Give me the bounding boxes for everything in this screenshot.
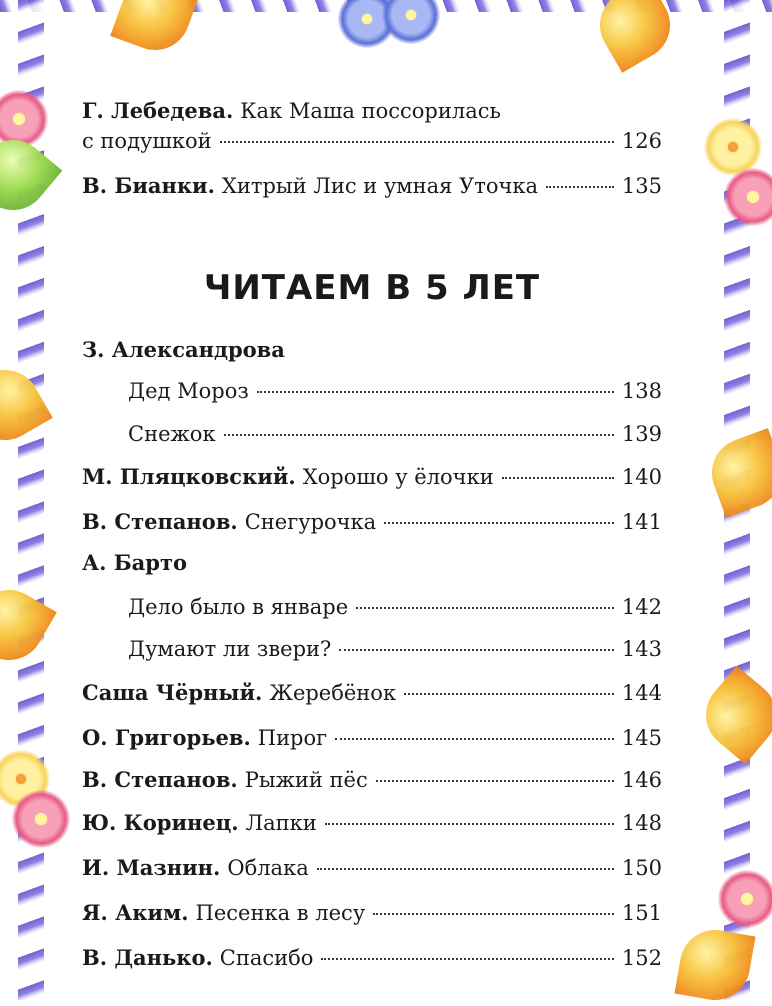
page-number: 126 [621, 129, 662, 153]
page-number: 151 [621, 901, 662, 925]
story-title: Пирог [257, 726, 328, 750]
dot-leader [376, 780, 614, 782]
page-number: 139 [621, 422, 662, 446]
dot-leader [546, 186, 614, 188]
dot-leader [384, 522, 614, 524]
story-title: с подушкой [82, 129, 212, 153]
story-title: Думают ли звери? [128, 637, 332, 661]
dot-leader [321, 958, 614, 960]
toc-entry-continuation[interactable] [82, 128, 662, 154]
story-title: Хорошо у ёлочки [302, 465, 494, 489]
story-title: Дед Мороз [128, 379, 249, 403]
dot-leader [325, 823, 614, 825]
section-heading: ЧИТАЕМ В 5 ЛЕТ [203, 268, 541, 308]
dot-leader [502, 477, 614, 479]
page-number: 142 [621, 595, 662, 619]
flower-decoration [382, 0, 440, 44]
toc-entry[interactable] [128, 421, 662, 447]
story-title: Спасибо [219, 946, 314, 970]
story-title: Песенка в лесу [195, 901, 366, 925]
leaf-decoration [692, 666, 772, 765]
author-name: В. Бианки. [82, 173, 215, 198]
dot-leader [356, 607, 614, 609]
dot-leader [224, 434, 614, 436]
dot-leader [317, 868, 614, 870]
page-number: 148 [621, 811, 662, 835]
toc-entry[interactable] [82, 855, 662, 881]
page-number: 141 [621, 510, 662, 534]
author-name: Саша Чёрный. [82, 680, 263, 705]
story-title: Снегурочка [244, 510, 377, 534]
page-number: 146 [621, 768, 662, 792]
toc-entry[interactable] [82, 725, 662, 751]
story-title: Как Маша поссорилась [240, 99, 501, 123]
toc-entry[interactable] [82, 900, 662, 926]
page-number: 144 [621, 681, 662, 705]
toc-entry[interactable] [82, 945, 662, 971]
story-title: Облака [227, 856, 309, 880]
page-number: 138 [621, 379, 662, 403]
page-number: 152 [621, 946, 662, 970]
toc-entry[interactable] [128, 594, 662, 620]
story-title: Снежок [128, 422, 216, 446]
dot-leader [220, 141, 614, 143]
toc-entry[interactable] [82, 509, 662, 535]
author-name: З. Александрова [82, 337, 285, 362]
dot-leader [335, 738, 614, 740]
flower-decoration [12, 790, 70, 848]
author-name: А. Барто [82, 550, 187, 575]
story-title: Рыжий пёс [244, 768, 368, 792]
page-number: 140 [621, 465, 662, 489]
toc-entry[interactable] [82, 810, 662, 836]
page-number: 143 [621, 637, 662, 661]
toc-entry[interactable] [82, 173, 662, 199]
story-title: Лапки [245, 811, 317, 835]
dot-leader [339, 649, 614, 651]
author-name: М. Пляцковский. [82, 464, 296, 489]
author-name: Г. Лебедева. [82, 98, 234, 123]
story-title: Дело было в январе [128, 595, 349, 619]
page-number: 150 [621, 856, 662, 880]
leaf-decoration [110, 0, 200, 60]
toc-entry[interactable] [128, 636, 662, 662]
author-name: В. Степанов. [82, 509, 238, 534]
dot-leader [404, 693, 614, 695]
toc-entry[interactable] [82, 767, 662, 793]
toc-entry[interactable] [82, 464, 662, 490]
toc-entry[interactable] [82, 680, 662, 706]
page-number: 145 [621, 726, 662, 750]
author-name: В. Данько. [82, 945, 213, 970]
author-name: В. Степанов. [82, 767, 238, 792]
author-name: Ю. Коринец. [82, 810, 239, 835]
author-name: И. Мазнин. [82, 855, 221, 880]
author-name: О. Григорьев. [82, 725, 251, 750]
story-title: Хитрый Лис и умная Уточка [221, 174, 539, 198]
flower-decoration [718, 870, 772, 928]
story-title: Жеребёнок [269, 681, 397, 705]
author-name: Я. Аким. [82, 900, 189, 925]
dot-leader [373, 913, 614, 915]
toc-entry[interactable] [82, 98, 662, 124]
toc-entry[interactable] [128, 378, 662, 404]
dot-leader [257, 391, 614, 393]
page-number: 135 [621, 174, 662, 198]
leaf-decoration [702, 428, 772, 518]
